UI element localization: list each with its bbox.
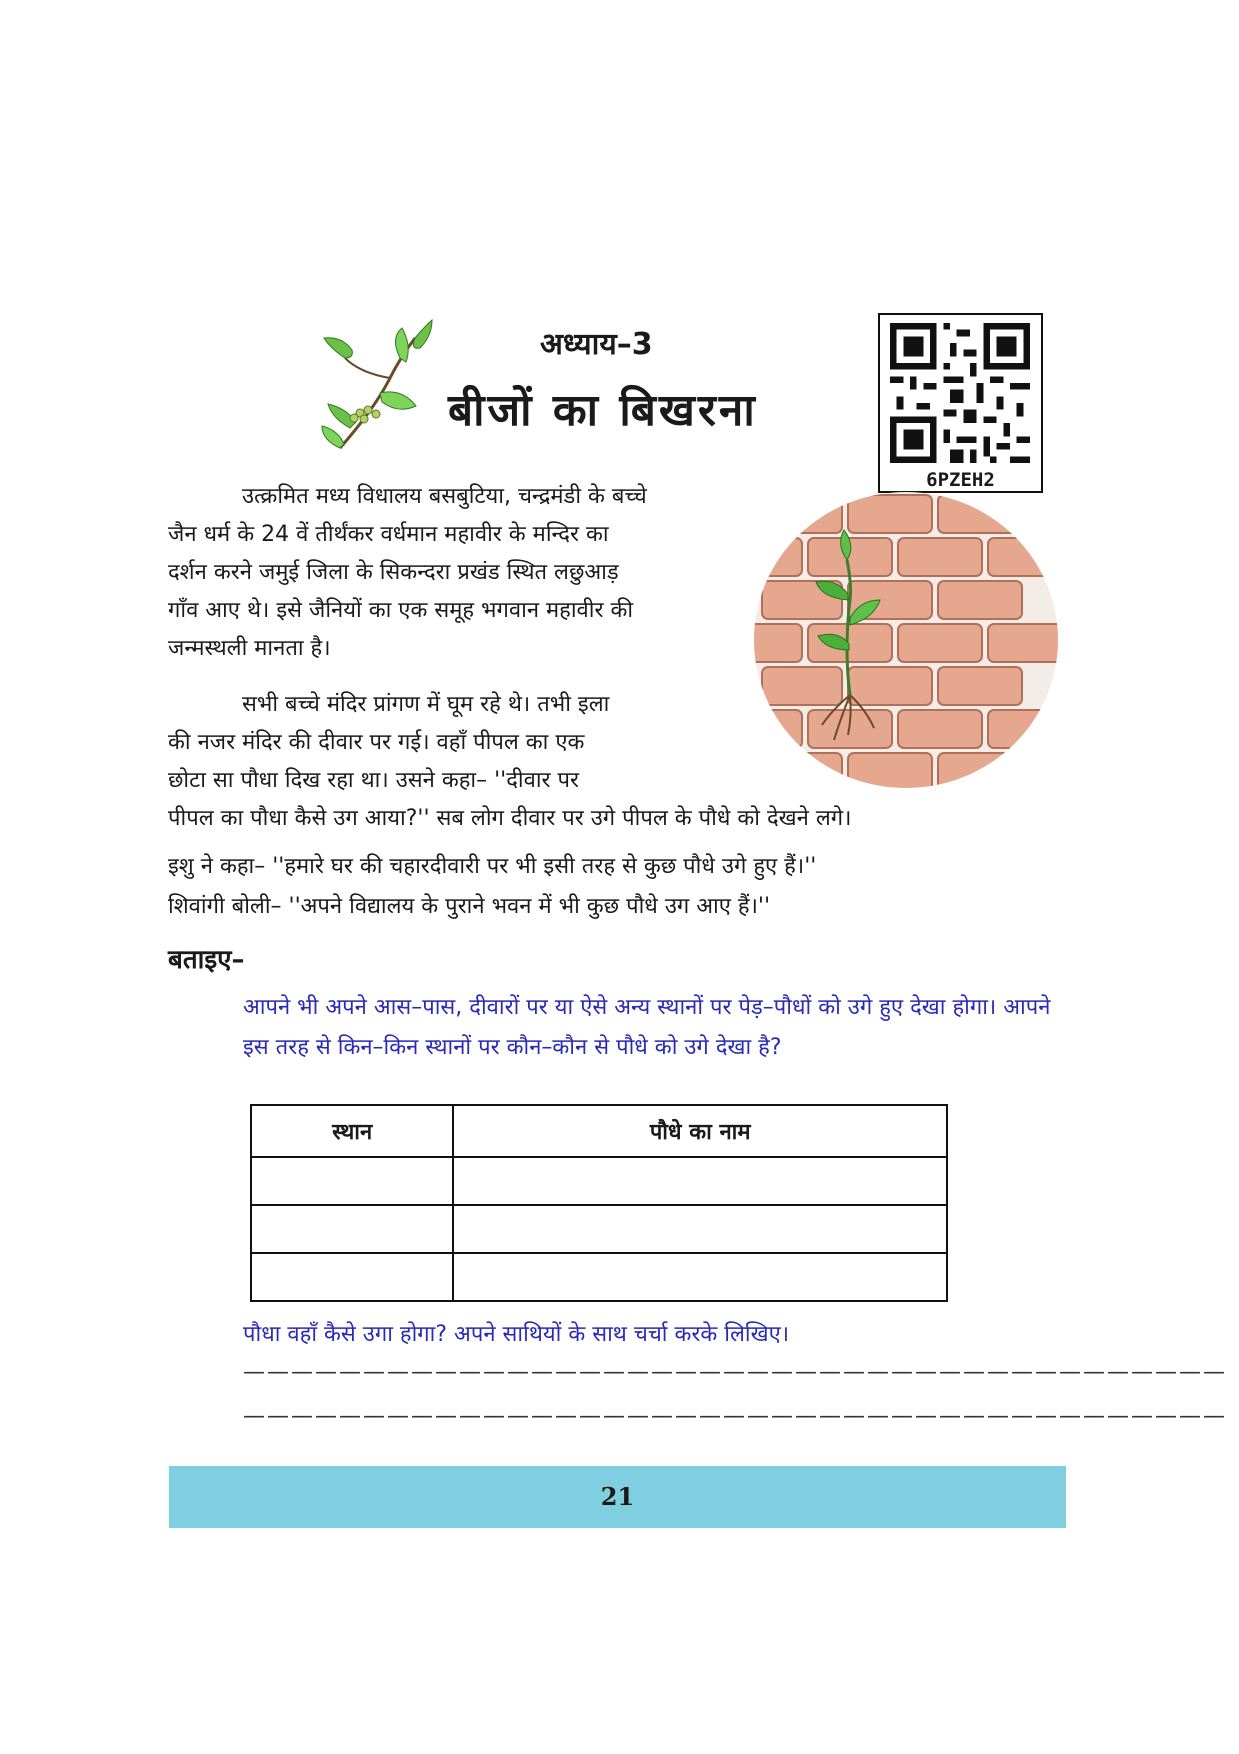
- table-cell[interactable]: [251, 1157, 453, 1205]
- answer-line[interactable]: —————————————————————————————————————————: [243, 1360, 1227, 1385]
- answer-line[interactable]: —————————————————————————————————————————: [243, 1404, 1227, 1429]
- table-row: [251, 1253, 947, 1301]
- table-cell[interactable]: [453, 1205, 947, 1253]
- text-line: गाँव आए थे। इसे जैनियों का एक समूह भगवान महावीर की: [168, 598, 634, 623]
- text-line: इशु ने कहा– ''हमारे घर की चहारदीवारी पर भी इसी तरह से कुछ पौधे उगे हुए हैं।'': [168, 854, 817, 879]
- text-line: सभी बच्चे मंदिर प्रांगण में घूम रहे थे। तभी इला: [242, 692, 610, 717]
- table-cell[interactable]: [251, 1205, 453, 1253]
- chapter-label: अध्याय–3: [540, 327, 653, 362]
- answer-table: [250, 1104, 948, 1302]
- footer-bar: [169, 1466, 1066, 1528]
- question-text: आपने भी अपने आस–पास, दीवारों पर या ऐसे अन्य स्थानों पर पेड़–पौधों को उगे हुए देखा होगा। आपने इस तरह से किन–किन स्थानों पर कौन–कौन से पौधे को उगे देखा है?: [243, 995, 1051, 1060]
- text-line: शिवांगी बोली– ''अपने विद्यालय के पुराने भवन में भी कुछ पौधे उग आए हैं।'': [168, 894, 771, 919]
- column-header-place: स्थान: [251, 1105, 453, 1157]
- text-line: उत्क्रमित मध्य विधालय बसबुटिया, चन्द्रमंडी के बच्चे: [242, 484, 647, 509]
- page-number: 21: [600, 1482, 635, 1511]
- question-text: पौधा वहाँ कैसे उगा होगा? अपने साथियों के साथ चर्चा करके लिखिए।: [243, 1322, 790, 1347]
- qr-code-pattern: [890, 323, 1030, 463]
- column-header-plant-name: पौधे का नाम: [453, 1105, 947, 1157]
- text-line: की नजर मंदिर की दीवार पर गई। वहाँ पीपल का एक: [168, 730, 585, 755]
- text-line: छोटा सा पौधा दिख रहा था। उसने कहा– ''दीवार पर: [168, 768, 579, 793]
- table-cell[interactable]: [251, 1253, 453, 1301]
- table-header-row: [251, 1105, 947, 1157]
- chapter-title: बीजों का बिखरना: [448, 385, 758, 436]
- table-row: [251, 1205, 947, 1253]
- section-heading: बताइए–: [168, 945, 245, 975]
- text-line: जन्मस्थली मानता है।: [168, 636, 331, 661]
- table-cell[interactable]: [453, 1253, 947, 1301]
- text-line: दर्शन करने जमुई जिला के सिकन्दरा प्रखंड स्थित लछुआड़: [168, 560, 619, 585]
- table-row: [251, 1157, 947, 1205]
- qr-code[interactable]: [878, 313, 1043, 493]
- brick-wall-plant-illustration: [752, 490, 1060, 790]
- qr-code-label: 6PZEH2: [926, 469, 995, 491]
- text-line: पीपल का पौधा कैसे उग आया?'' सब लोग दीवार पर उगे पीपल के पौधे को देखने लगे।: [168, 806, 852, 831]
- text-line: जैन धर्म के 24 वें तीर्थंकर वर्धमान महावीर के मन्दिर का: [168, 522, 609, 547]
- intro-paragraph: [168, 478, 733, 668]
- peepal-leaves-illustration: [320, 318, 438, 458]
- story-paragraph: [168, 686, 733, 800]
- table-cell[interactable]: [453, 1157, 947, 1205]
